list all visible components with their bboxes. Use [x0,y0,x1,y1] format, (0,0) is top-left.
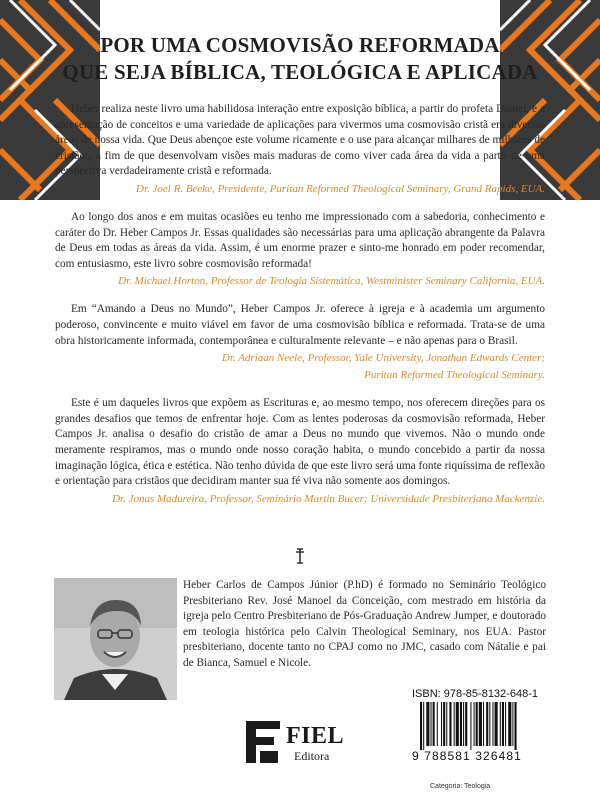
barcode-bar [463,702,464,746]
barcode-icon [412,702,572,750]
barcode-bar [489,702,490,746]
barcode-bar [479,702,482,746]
barcode-bar [505,702,506,746]
title-line-1: POR UMA COSMOVISÃO REFORMADA [100,33,500,57]
cross-ornament-icon [290,548,310,564]
barcode-bar [492,702,493,746]
barcode-bar [486,702,488,746]
barcode-bar [500,702,501,746]
endorsement-3 [55,302,545,383]
endorsements [55,102,545,520]
endorsement-1 [55,102,545,197]
barcode-bar [441,702,442,746]
isbn-barcode-box [412,688,572,770]
author-bio: Heber Carlos de Campos Júnior (P.hD) é formado no Seminário Teológico Presbiteriano Rev. José Manoel da Conceição, com mestrado em história da igreja pelo Centro Presbiteriano de Pós-Graduação Andrew Jumper, e doutorado em teologia histórica pelo Calvin Theological Seminary, nos EUA. Pastor presbiteriano, docente tanto no CPAJ como no JMC, casado com Nátalie e pai de Bianca, Samuel e Nicole. [183,579,546,669]
barcode-bar [508,702,511,746]
barcode-bar [495,702,498,746]
barcode-bar [426,702,429,746]
barcode-bar [460,702,462,746]
barcode-bar [476,702,478,746]
barcode-bar [431,702,432,746]
endorsement-text: Heber realiza neste livro uma habilidosa interação entre exposição bíblica, a partir do profeta Daniel, e a apresentação de conceitos e uma variedade de aplicações para vivermos uma cosmovisão cristã em diversas áreas de nossa vida. Que Deus abençoe este volume ricamente e o use para alcançar milhares de milhares de cristãos, a fim de que desenvolvam visões mais maduras de como viver cada área da vida a partir de uma perspectiva verdadeiramente cristã e reformada. [55,103,545,178]
publisher-subtitle: Editora [294,749,330,763]
endorsement-2 [55,210,545,289]
barcode-bar [502,702,504,746]
barcode-bar [443,702,445,746]
barcode-bar [446,702,447,746]
category-label: Categoria: Teologia [430,783,491,790]
barcode-bar [474,702,475,746]
isbn-label: ISBN: 978-85-8132-648-1 [412,688,538,700]
page-title [60,32,540,86]
barcode-bar [456,702,459,746]
barcode-digits: 9 788581 326481 [412,749,522,763]
author-photo [54,578,177,700]
barcode-bar [433,702,435,746]
endorsement-attribution: Dr. Michael Horton, Professor de Teologia Sistemática, Westminister Seminary California, EUA. [118,275,545,288]
publisher-logo [246,721,366,769]
barcode-bar [437,702,438,746]
barcode-bar [515,702,517,750]
barcode-bar [483,702,484,746]
publisher-name: FIEL [286,723,345,749]
endorsement-attribution: Dr. Joel R. Beeke, Presidente, Puritan Reformed Theological Seminary, Grand Rapids, EUA. [136,182,545,195]
barcode-bar [454,702,455,746]
barcode-bar [423,702,424,750]
endorsement-text: Ao longo dos anos e em muitas ocasiões eu tenho me impressionado com a sabedoria, conhecimento e caráter do Dr. Heber Campos Jr. Essas qualidades são necessárias para uma aplicação abrangente da Palavra de Deus em todas as áreas da vida. Assim, é um enorme prazer e sinto-me honrado em poder recomendar, com entusiasmo, este livro sobre cosmovisão reformada! [55,210,545,270]
endorsement-text: Este é um daqueles livros que expõem as Escrituras e, ao mesmo tempo, nos oferecem direções para os grandes desafios que temos de enfrentar hoje. Com as lentes poderosas da cosmovisão reformada, Heber Campos Jr. analisa o desafio do cristão de amar a Deus no mundo que vivemos. Não o mundo onde meramente respiramos, mas o mundo onde nosso coração habita, o mundo concebido a partir da nossa imaginação lógica, ética e estética. Não tenho dúvida de que este livro será uma fonte riquíssima de reflexão e orientação para cristãos que decidiram manter sua fé viva não somente aos domingos. [55,397,545,488]
endorsement-attribution: Dr. Adriaan Neele, Professor, Yale University, Jonathan Edwards Center; [221,352,545,365]
endorsement-attribution-line-2: Puritan Reformed Theological Seminary. [364,369,545,382]
publisher-mark-icon [246,721,280,763]
title-line-2: QUE SEJA BÍBLICA, TEOLÓGICA E APLICADA [62,60,538,84]
barcode-bar [470,702,471,750]
barcode-bar [449,702,451,746]
endorsement-attribution: Dr. Jonas Madureira, Professor, Seminário Martin Bucer; Universidade Presbiteriana Mackenzie. [112,492,545,505]
barcode-bar [465,702,467,746]
barcode-bar [420,702,422,750]
barcode-bar [512,702,513,746]
endorsement-text: Em “Amando a Deus no Mundo”, Heber Campos Jr. oferece à igreja e à academia um argumento poderoso, convincente e muito viável em favor de uma cosmovisão bíblica e reformada. Trata-se de uma obra historicamente informada, contemporânea e culturalmente relevante – e não apenas para o Brasil. [55,303,545,347]
endorsement-4 [55,396,545,507]
